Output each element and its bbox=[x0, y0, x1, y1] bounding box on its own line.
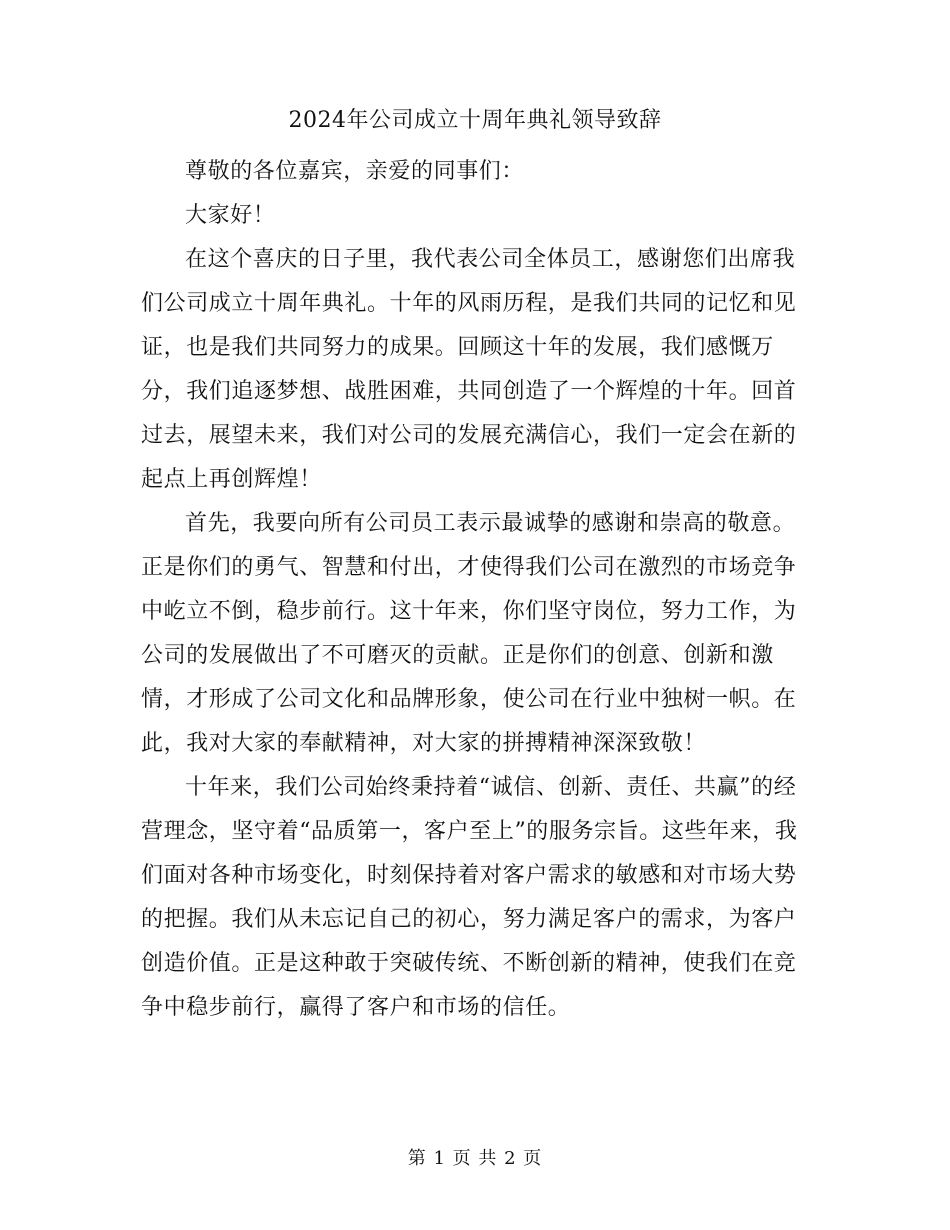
page-footer: 第 1 页 共 2 页 bbox=[407, 1148, 543, 1169]
document-title: 2024年公司成立十周年典礼领导致辞 bbox=[288, 108, 662, 133]
body-paragraph-1: 在这个喜庆的日子里，我代表公司全体员工，感谢您们出席我们公司成立十周年典礼。十年的风雨历程，是我们共同的记忆和见证，也是我们共同努力的成果。回顾这十年的发展，我们感慨万分，我们追逐梦想、战胜困难，共同创造了一个辉煌的十年。回首过去，展望未来，我们对公司的发展充满信心，我们一定会在新的起点上再创辉煌！ bbox=[141, 247, 797, 492]
salutation-paragraph: 尊敬的各位嘉宾，亲爱的同事们： bbox=[185, 159, 525, 184]
body-paragraph-2: 首先，我要向所有公司员工表示最诚挚的感谢和崇高的敬意。正是你们的勇气、智慧和付出，才使得我们公司在激烈的市场竞争中屹立不倒，稳步前行。这十年来，你们坚守岗位，努力工作，为公司的发展做出了不可磨灭的贡献。正是你们的创意、创新和激情，才形成了公司文化和品牌形象，使公司在行业中独树一帜。在此，我对大家的奉献精神，对大家的拼搏精神深深致敬！ bbox=[141, 511, 797, 756]
greeting-paragraph: 大家好！ bbox=[185, 203, 276, 228]
document-body bbox=[141, 150, 807, 1030]
body-paragraph-3: 十年来，我们公司始终秉持着“诚信、创新、责任、共赢”的经营理念，坚守着“品质第一，客户至上”的服务宗旨。这些年来，我们面对各种市场变化，时刻保持着对客户需求的敏感和对市场大势的把握。我们从未忘记自己的初心，努力满足客户的需求，为客户创造价值。正是这种敢于突破传统、不断创新的精神，使我们在竞争中稳步前行，赢得了客户和市场的信任。 bbox=[141, 775, 798, 1020]
